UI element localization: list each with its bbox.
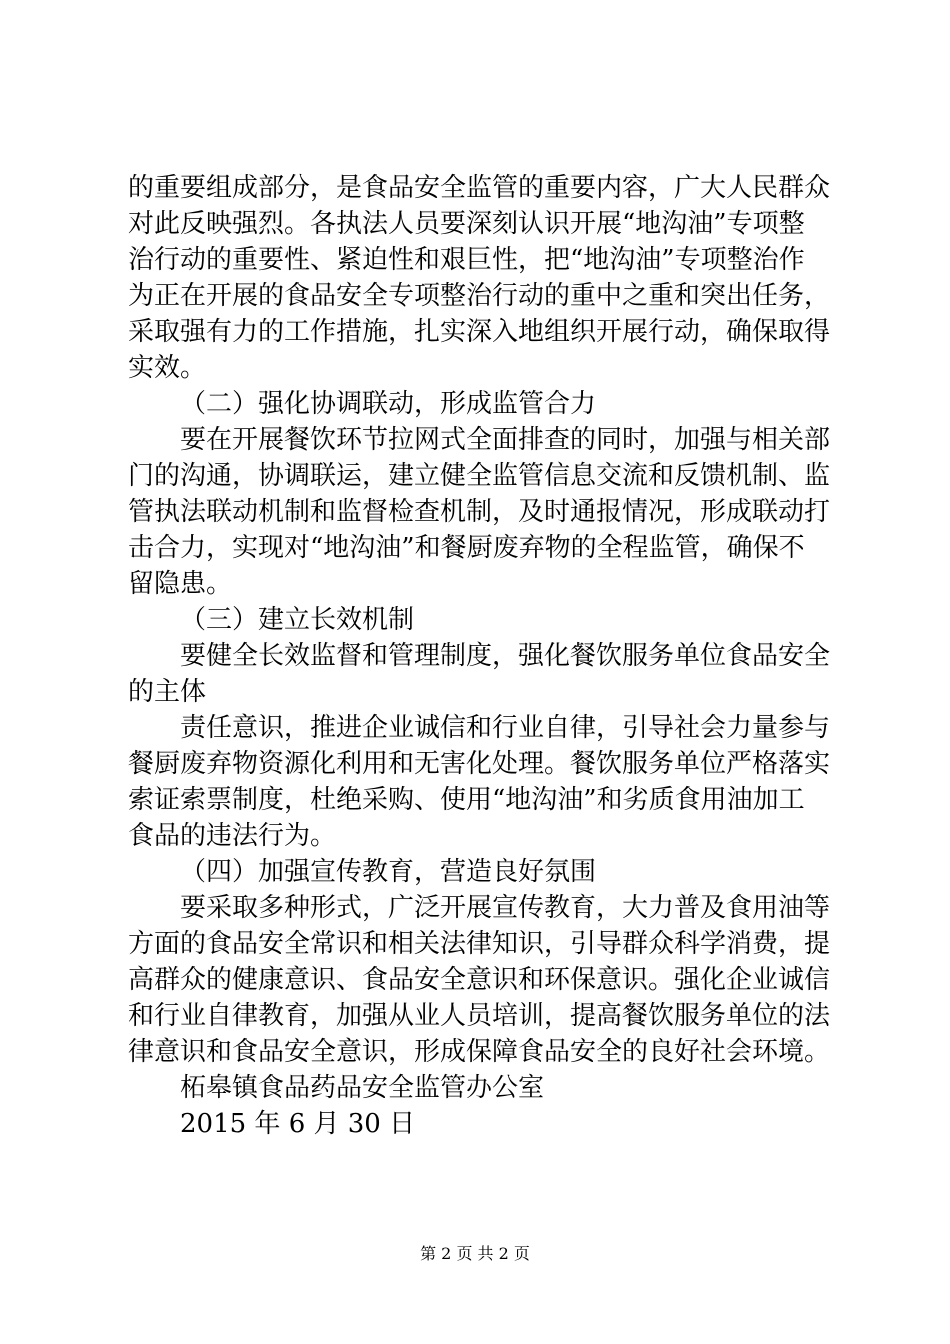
- page-footer: 第 2 页 共 2 页: [420, 1244, 530, 1263]
- body-line: 要在开展餐饮环节拉网式全面排查的同时，加强与相关部: [180, 425, 831, 455]
- section-heading: （三）建立长效机制: [180, 605, 415, 635]
- body-line: 的主体: [128, 677, 207, 707]
- body-line: 食品的违法行为。: [128, 821, 337, 851]
- section-heading: （四）加强宣传教育，营造良好氛围: [180, 857, 597, 887]
- body-line: 实效。: [128, 353, 207, 383]
- section-heading: （二）强化协调联动，形成监管合力: [180, 389, 597, 419]
- body-line: 击合力，实现对“地沟油”和餐厨废弃物的全程监管，确保不: [128, 533, 805, 563]
- body-line: 的重要组成部分，是食品安全监管的重要内容，广大人民群众: [128, 173, 831, 203]
- signature-organization: 柘皋镇食品药品安全监管办公室: [180, 1073, 545, 1103]
- body-line: 和行业自律教育，加强从业人员培训，提高餐饮服务单位的法: [128, 1001, 831, 1031]
- body-line: 要健全长效监督和管理制度，强化餐饮服务单位食品安全: [180, 641, 831, 671]
- body-line: 对此反映强烈。各执法人员要深刻认识开展“地沟油”专项整: [128, 209, 805, 239]
- body-line: 管执法联动机制和监督检查机制，及时通报情况，形成联动打: [128, 497, 831, 527]
- body-line: 餐厨废弃物资源化利用和无害化处理。餐饮服务单位严格落实: [128, 749, 831, 779]
- body-line: 采取强有力的工作措施，扎实深入地组织开展行动，确保取得: [128, 317, 831, 347]
- body-line: 责任意识，推进企业诚信和行业自律，引导社会力量参与: [180, 713, 831, 743]
- signature-date: 2015 年 6 月 30 日: [180, 1109, 416, 1139]
- body-line: 索证索票制度，杜绝采购、使用“地沟油”和劣质食用油加工: [128, 785, 805, 815]
- body-line: 治行动的重要性、紧迫性和艰巨性，把“地沟油”专项整治作: [128, 245, 805, 275]
- body-line: 门的沟通，协调联运，建立健全监管信息交流和反馈机制、监: [128, 461, 831, 491]
- body-line: 律意识和食品安全意识，形成保障食品安全的良好社会环境。: [128, 1037, 831, 1067]
- body-line: 要采取多种形式，广泛开展宣传教育，大力普及食用油等: [180, 893, 831, 923]
- body-line: 高群众的健康意识、食品安全意识和环保意识。强化企业诚信: [128, 965, 831, 995]
- body-line: 留隐患。: [128, 569, 233, 599]
- body-line: 方面的食品安全常识和相关法律知识，引导群众科学消费，提: [128, 929, 831, 959]
- body-line: 为正在开展的食品安全专项整治行动的重中之重和突出任务，: [128, 281, 831, 311]
